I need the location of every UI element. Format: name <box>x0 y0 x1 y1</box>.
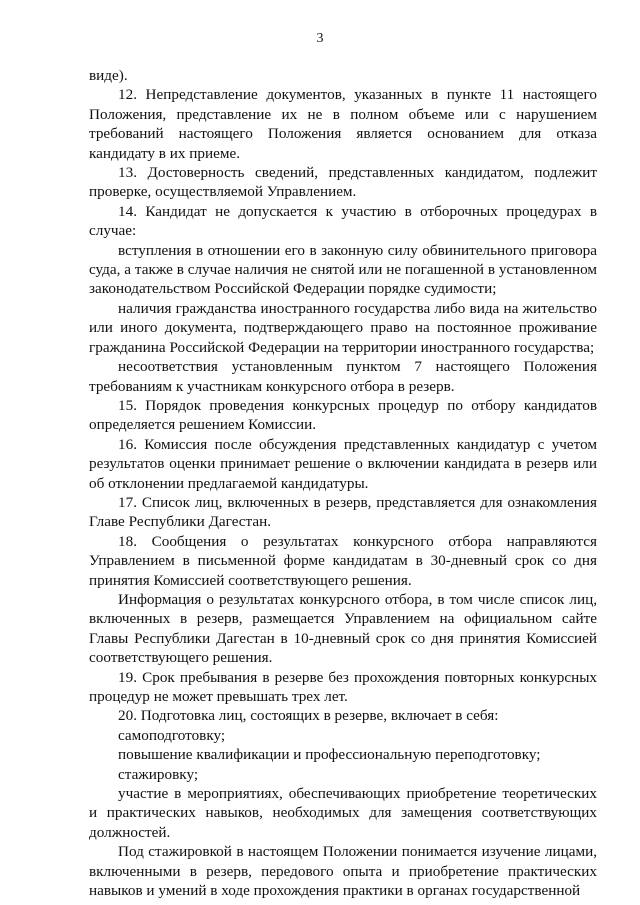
paragraph-subitem-qualification: повышение квалификации и профессиональную переподготовку; <box>118 746 541 764</box>
paragraph-subitem-internship: стажировку; <box>118 765 199 783</box>
paragraph-item-20: 20. Подготовка лиц, состоящих в резерве, включает в себя: <box>118 707 499 725</box>
paragraph-item-16: 16. Комиссия после обсуждения представленных кандидатур с учетом результатов оценки принимает решение о включении кандидата в резерв или об отклонении предлагаемой кандидатуры. <box>89 435 597 492</box>
paragraph-subitem-noncompliance: несоответствия установленным пунктом 7 настоящего Положения требованиям к участникам конкурсного отбора в резерв. <box>89 358 597 395</box>
paragraph-subitem-self-training: самоподготовку; <box>118 726 226 744</box>
paragraph-subitem-events: участие в мероприятиях, обеспечивающих приобретение теоретических и практических навыков, необходимых для замещения соответствующих должностей. <box>89 785 597 841</box>
paragraph-item-15: 15. Порядок проведения конкурсных процедур по отбору кандидатов определяется решением Комиссии. <box>89 396 597 434</box>
paragraph-subitem-foreign-citizenship: наличия гражданства иностранного государства либо вида на жительство или иного документа, подтверждающего право на постоянное проживание гражданина Российской Федерации на территории иностранного государства; <box>89 299 597 356</box>
paragraph-internship-definition: Под стажировкой в настоящем Положении понимается изучение лицами, включенными в резерв, передового опыта и приобретение практических навыков и умений в ходе прохождения практики в органах государственной <box>89 843 597 900</box>
paragraph-item-17: 17. Список лиц, включенных в резерв, представляется для ознакомления Главе Республики Дагестан. <box>89 493 597 531</box>
document-body <box>89 66 597 900</box>
paragraph-item-18: 18. Сообщения о результатах конкурсного отбора направляются Управлением в письменной форме кандидатам в 30-дневный срок со дня принятия Комиссией соответствующего решения. <box>89 532 597 589</box>
paragraph-item-13: 13. Достоверность сведений, представленных кандидатом, подлежит проверке, осуществляемой Управлением. <box>89 164 597 201</box>
paragraph-subitem-conviction: вступления в отношении его в законную силу обвинительного приговора суда, а также в случае наличия не снятой или не погашенной в установленном законодательством Российской Федерации порядке судимости; <box>89 241 597 298</box>
paragraph-item-12: 12. Непредставление документов, указанных в пункте 11 настоящего Положения, представление их не в полном объеме или с нарушением требований настоящего Положения является основанием для отказа кандидату в их приеме. <box>89 86 597 162</box>
paragraph-continuation: виде). <box>89 67 128 84</box>
paragraph-results-information: Информация о результатах конкурсного отбора, в том числе список лиц, включенных в резерв, размещается Управлением на официальном сайте Главы Республики Дагестан в 10-дневный срок со дня принятия Комиссией соответствующего решения. <box>89 590 597 667</box>
page-number: 3 <box>316 31 324 46</box>
paragraph-item-14: 14. Кандидат не допускается к участию в отборочных процедурах в случае: <box>89 202 597 240</box>
paragraph-item-19: 19. Срок пребывания в резерве без прохождения повторных конкурсных процедур не может превышать трех лет. <box>89 668 597 705</box>
